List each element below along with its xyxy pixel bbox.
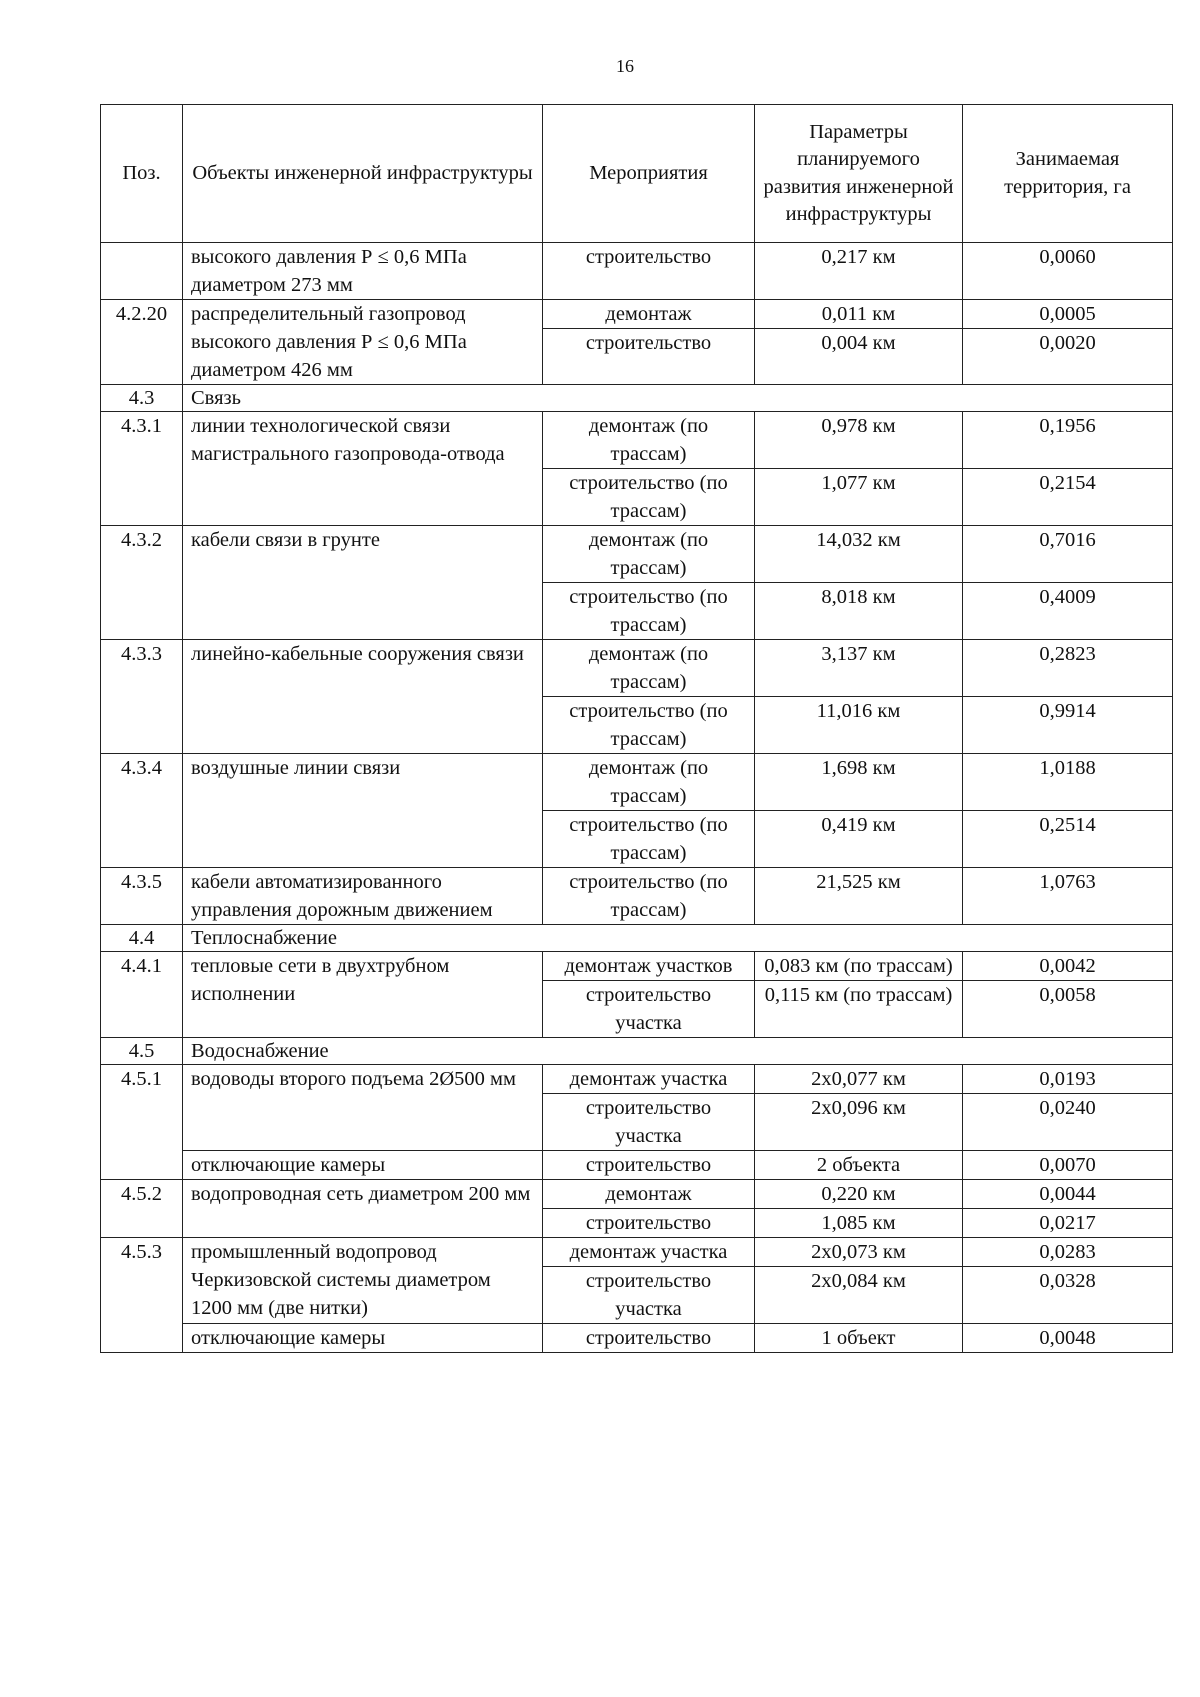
activity-cell: строительство (по трассам): [543, 697, 755, 754]
pos-cell: 4.5.1: [101, 1065, 183, 1180]
pos-cell: 4.3.3: [101, 640, 183, 754]
area-cell: 0,7016: [963, 526, 1173, 583]
area-cell: 0,0070: [963, 1151, 1173, 1180]
area-cell: 0,0048: [963, 1324, 1173, 1353]
param-cell: 2х0,096 км: [755, 1094, 963, 1151]
object-cell: отключающие камеры: [183, 1151, 543, 1180]
header-object: Объекты инженерной инфраструктуры: [183, 105, 543, 243]
table-row: [101, 868, 1173, 925]
section-pos: 4.3: [101, 385, 183, 412]
activity-cell: строительство: [543, 1209, 755, 1238]
param-cell: 0,978 км: [755, 412, 963, 469]
object-cell: водопроводная сеть диаметром 200 мм: [183, 1180, 543, 1238]
object-cell: промышленный водопровод Черкизовской системы диаметром 1200 мм (две нитки): [183, 1238, 543, 1324]
object-cell: кабели автоматизированного управления дорожным движением: [183, 868, 543, 925]
area-cell: 0,0005: [963, 300, 1173, 329]
object-cell: воздушные линии связи: [183, 754, 543, 868]
activity-cell: демонтаж: [543, 1180, 755, 1209]
area-cell: 0,0044: [963, 1180, 1173, 1209]
table-header-row: [101, 105, 1173, 243]
area-cell: 0,0240: [963, 1094, 1173, 1151]
activity-cell: строительство участка: [543, 1267, 755, 1324]
activity-cell: строительство участка: [543, 981, 755, 1038]
param-cell: 1,085 км: [755, 1209, 963, 1238]
pos-cell: 4.2.20: [101, 300, 183, 385]
pos-cell: [101, 243, 183, 300]
param-cell: 0,220 км: [755, 1180, 963, 1209]
area-cell: 0,2154: [963, 469, 1173, 526]
activity-cell: строительство (по трассам): [543, 811, 755, 868]
area-cell: 0,2514: [963, 811, 1173, 868]
activity-cell: демонтаж (по трассам): [543, 754, 755, 811]
activity-cell: демонтаж (по трассам): [543, 412, 755, 469]
table-row: [101, 412, 1173, 469]
object-cell: линии технологической связи магистрального газопровода-отвода: [183, 412, 543, 526]
section-title: Теплоснабжение: [183, 925, 1173, 952]
section-row: [101, 925, 1173, 952]
section-pos: 4.4: [101, 925, 183, 952]
table-row: [101, 526, 1173, 583]
area-cell: 0,9914: [963, 697, 1173, 754]
table-row: [101, 1180, 1173, 1209]
table-row: [101, 243, 1173, 300]
area-cell: 0,1956: [963, 412, 1173, 469]
pos-cell: 4.5.2: [101, 1180, 183, 1238]
object-cell: тепловые сети в двухтрубном исполнении: [183, 952, 543, 1038]
pos-cell: 4.3.2: [101, 526, 183, 640]
object-cell: кабели связи в грунте: [183, 526, 543, 640]
param-cell: 0,083 км (по трассам): [755, 952, 963, 981]
param-cell: 3,137 км: [755, 640, 963, 697]
param-cell: 11,016 км: [755, 697, 963, 754]
param-cell: 1 объект: [755, 1324, 963, 1353]
param-cell: 14,032 км: [755, 526, 963, 583]
param-cell: 2 объекта: [755, 1151, 963, 1180]
activity-cell: строительство участка: [543, 1094, 755, 1151]
area-cell: 1,0188: [963, 754, 1173, 811]
header-activity: Мероприятия: [543, 105, 755, 243]
activity-cell: демонтаж (по трассам): [543, 640, 755, 697]
param-cell: 0,115 км (по трассам): [755, 981, 963, 1038]
section-row: [101, 385, 1173, 412]
table-row: [101, 1238, 1173, 1267]
object-cell: водоводы второго подъема 2Ø500 мм: [183, 1065, 543, 1151]
activity-cell: строительство: [543, 1324, 755, 1353]
activity-cell: демонтаж участков: [543, 952, 755, 981]
area-cell: 0,0042: [963, 952, 1173, 981]
area-cell: 0,0193: [963, 1065, 1173, 1094]
param-cell: 2х0,077 км: [755, 1065, 963, 1094]
area-cell: 0,0060: [963, 243, 1173, 300]
param-cell: 0,217 км: [755, 243, 963, 300]
activity-cell: строительство: [543, 1151, 755, 1180]
pos-cell: 4.5.3: [101, 1238, 183, 1353]
area-cell: 0,2823: [963, 640, 1173, 697]
table-row: [101, 640, 1173, 697]
area-cell: 0,4009: [963, 583, 1173, 640]
area-cell: 1,0763: [963, 868, 1173, 925]
table-row: [101, 754, 1173, 811]
activity-cell: строительство (по трассам): [543, 868, 755, 925]
table-row: [101, 300, 1173, 329]
header-params: Параметры планируемого развития инженерной инфраструктуры: [755, 105, 963, 243]
param-cell: 2х0,084 км: [755, 1267, 963, 1324]
activity-cell: демонтаж участка: [543, 1238, 755, 1267]
activity-cell: строительство: [543, 329, 755, 385]
pos-cell: 4.3.1: [101, 412, 183, 526]
object-cell: высокого давления Р ≤ 0,6 МПа диаметром 273 мм: [183, 243, 543, 300]
page-number: 16: [616, 56, 634, 76]
area-cell: 0,0283: [963, 1238, 1173, 1267]
section-row: [101, 1038, 1173, 1065]
table-row: [101, 1151, 1173, 1180]
activity-cell: демонтаж (по трассам): [543, 526, 755, 583]
area-cell: 0,0328: [963, 1267, 1173, 1324]
param-cell: 0,011 км: [755, 300, 963, 329]
param-cell: 8,018 км: [755, 583, 963, 640]
pos-cell: 4.4.1: [101, 952, 183, 1038]
object-cell: распределительный газопровод высокого давления Р ≤ 0,6 МПа диаметром 426 мм: [183, 300, 543, 385]
activity-cell: строительство (по трассам): [543, 583, 755, 640]
activity-cell: демонтаж: [543, 300, 755, 329]
activity-cell: строительство (по трассам): [543, 469, 755, 526]
table-row: [101, 1324, 1173, 1353]
pos-cell: 4.3.5: [101, 868, 183, 925]
param-cell: 1,077 км: [755, 469, 963, 526]
activity-cell: строительство: [543, 243, 755, 300]
area-cell: 0,0058: [963, 981, 1173, 1038]
table-row: [101, 952, 1173, 981]
param-cell: 21,525 км: [755, 868, 963, 925]
section-pos: 4.5: [101, 1038, 183, 1065]
object-cell: линейно-кабельные сооружения связи: [183, 640, 543, 754]
table-row: [101, 1065, 1173, 1094]
section-title: Связь: [183, 385, 1173, 412]
param-cell: 2х0,073 км: [755, 1238, 963, 1267]
section-title: Водоснабжение: [183, 1038, 1173, 1065]
infrastructure-table: [100, 104, 1173, 1353]
pos-cell: 4.3.4: [101, 754, 183, 868]
header-area: Занимаемая территория, га: [963, 105, 1173, 243]
object-cell: отключающие камеры: [183, 1324, 543, 1353]
area-cell: 0,0217: [963, 1209, 1173, 1238]
activity-cell: демонтаж участка: [543, 1065, 755, 1094]
param-cell: 1,698 км: [755, 754, 963, 811]
param-cell: 0,004 км: [755, 329, 963, 385]
param-cell: 0,419 км: [755, 811, 963, 868]
area-cell: 0,0020: [963, 329, 1173, 385]
header-pos: Поз.: [101, 105, 183, 243]
